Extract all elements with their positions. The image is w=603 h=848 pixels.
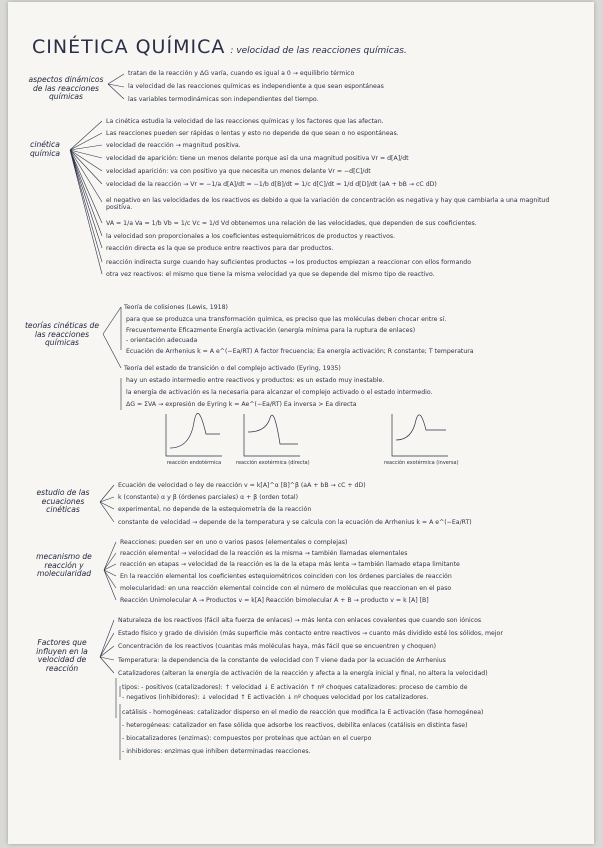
section-6-line: Catalizadores (alteran la energía de activación de la reacción y afecta a la energía inicial y final, no altera la velocidad)	[118, 670, 488, 677]
section-2-line: otra vez reactivos: el mismo que tiene la misma velocidad ya que se depende del mismo tipo de reactivo.	[106, 271, 435, 278]
section-3-line: Teoría de colisiones (Lewis, 1918)	[124, 304, 228, 311]
section-5-line: En la reacción elemental los coeficientes estequiométricos coinciden con los órdenes parciales de reacción	[120, 573, 452, 580]
section-1-line: la velocidad de las reacciones químicas es independiente a que sean espontáneas	[128, 83, 384, 90]
section-2-line: velocidad de la reacción → Vr = −1/a d[A]/dt = −1/b d[B]/dt = 1/c d[C]/dt = 1/d d[D]/dt (aA + bB → cC dD)	[106, 181, 437, 188]
subtitle-text: : velocidad de las reacciones químicas.	[230, 46, 407, 56]
section-6-line: catálisis - homogéneas: catalizador disperso en el medio de reacción que modifica la E activación (fase homogénea)	[122, 709, 484, 716]
section-2-line: La cinética estudia la velocidad de las reacciones químicas y los factores que las afectan.	[106, 118, 384, 125]
diagram-caption: reacción exotérmica (inversa)	[384, 460, 459, 466]
section-3-line: la energía de activación es la necesaria para alcanzar el complejo activado o el estado intermedio.	[126, 389, 433, 396]
diagram-caption: reacción endotérmica	[166, 460, 222, 466]
section-3-line: - orientación adecuada	[126, 337, 198, 344]
section-1-line: tratan de la reacción y ΔG varía, cuando es igual a 0 → equilibrio térmico	[128, 70, 355, 77]
title-text: CINÉTICA QUÍMICA	[32, 36, 226, 58]
section-label-mecanismo: mecanismo de reacción y molecularidad	[36, 552, 92, 579]
section-6-line: tipos: - positivos (catalizadores): ↑ velocidad ↓ E activación ↑ nº choques catalizadores: proceso de cambio de	[122, 684, 468, 691]
bracket-lines	[8, 2, 594, 844]
section-label-aspectos: aspectos dinámicos de las reacciones químicas	[28, 75, 104, 102]
section-6-line: - biocatalizadores (enzimas): compuestos por proteínas que actúan en el cuerpo	[122, 735, 372, 742]
section-4-line: experimental, no depende de la estequiometría de la reacción	[118, 506, 312, 513]
section-6-line: Temperatura: la dependencia de la constante de velocidad con T viene dada por la ecuación de Arrhenius	[118, 657, 446, 664]
section-3-line: Ecuación de Arrhenius k = A e^(−Ea/RT) A factor frecuencia; Ea energía activación; R constante; T temperatura	[126, 348, 474, 355]
section-2-line: el negativo en las velocidades de los reactivos es debido a que la variación de concentración es negativa y hay que cambiarla a una magnitud positiva.	[106, 197, 550, 211]
section-label-cinetica: cinética química	[29, 140, 61, 158]
section-3-line: para que se produzca una transformación química, es preciso que las moléculas deben chocar entre sí.	[126, 316, 447, 323]
section-6-line: Concentración de los reactivos (cuantas más moléculas haya, más fácil que se encuentren y choquen)	[118, 643, 437, 650]
section-2-line: la velocidad son proporcionales a los coeficientes estequiométricos de productos y reactivos.	[106, 233, 396, 240]
section-label-factores: Factores que influyen en la velocidad de reacción	[36, 638, 88, 673]
section-6-line: Estado físico y grado de división (más superficie más contacto entre reactivos → cuanto más dividido esté los sólidos, mejor	[118, 630, 503, 637]
section-6-line: Naturaleza de los reactivos (fácil alta fuerza de enlaces) → más lenta con enlaces covalentes que cuando son iónicos	[118, 617, 482, 624]
section-4-line: Ecuación de velocidad o ley de reacción v = k[A]^α [B]^β (aA + bB → cC + dD)	[118, 482, 366, 489]
section-4-line: constante de velocidad → depende de la temperatura y se calcula con la ecuación de Arrhenius k = A e^(−Ea/RT)	[118, 519, 472, 526]
section-5-line: reacción en etapas → velocidad de la reacción es la de la etapa más lenta → también llamado etapa limitante	[120, 561, 460, 568]
section-label-teorias: teorías cinéticas de las reacciones químicas	[24, 321, 100, 348]
diagram-caption: reacción exotérmica (directa)	[236, 460, 310, 466]
section-3-line: hay un estado intermedio entre reactivos y productos: es un estado muy inestable.	[126, 377, 385, 384]
section-5-line: molecularidad: en una reacción elemental coincide con el número de moléculas que reaccionan en el paso	[120, 585, 452, 592]
section-5-line: reacción elemental → velocidad de la reacción es la misma → también llamadas elementales	[120, 550, 408, 557]
section-label-ecuaciones: estudio de las ecuaciones cinéticas	[36, 488, 90, 515]
section-3-line: Frecuentemente Eficazmente Energía activación (energía mínima para la ruptura de enlaces)	[126, 327, 416, 334]
section-2-line: Las reacciones pueden ser rápidas o lentas y esto no depende de que sean o no espontáneas.	[106, 130, 399, 137]
section-2-line: VA = 1/a Va = 1/b Vb = 1/c Vc = 1/d Vd obtenemos una relación de las velocidades, que dependen de sus coeficientes.	[106, 220, 477, 227]
section-2-line: velocidad de aparición: tiene un menos delante porque así da una magnitud positiva Vr = d[A]/dt	[106, 155, 409, 162]
section-3-line: ΔG = ΣVA → expresión de Eyring k = Ae^(−Ea/RT) Ea inversa > Ea directa	[126, 401, 357, 408]
section-5-line: Reacción Unimolecular A → Productos v = k[A] Reacción bimolecular A + B → producto v = k [A] [B]	[120, 597, 429, 604]
section-6-line: - negativos (inhibidores): ↓ velocidad ↑ E activación ↓ nº choques velocidad por los catalizadores.	[122, 694, 429, 701]
section-6-line: - heterogéneas: catalizador en fase sólida que adsorbe los reactivos, debilita enlaces (catálisis en distinta fase)	[122, 722, 468, 729]
section-4-line: k (constante) α y β (órdenes parciales) α + β (orden total)	[118, 494, 299, 501]
section-1-line: las variables termodinámicas son independientes del tiempo.	[128, 96, 319, 103]
section-2-line: velocidad de reacción → magnitud positiva.	[106, 142, 241, 149]
section-2-line: reacción indirecta surge cuando hay suficientes productos → los productos empiezan a reaccionar con ellos formando	[106, 259, 472, 266]
section-5-line: Reacciones: pueden ser en uno o varios pasos (elementales o complejas)	[120, 539, 348, 546]
section-2-line: reacción directa es la que se produce entre reactivos para dar productos.	[106, 245, 334, 252]
section-6-line: - inhibidores: enzimas que inhiben determinadas reacciones.	[122, 748, 311, 755]
section-2-line: velocidad aparición: va con positivo ya que necesita un menos delante Vr = −d[C]/dt	[106, 168, 371, 175]
section-3-line: Teoría del estado de transición o del complejo activado (Eyring, 1935)	[124, 365, 341, 372]
notebook-page	[8, 2, 594, 844]
